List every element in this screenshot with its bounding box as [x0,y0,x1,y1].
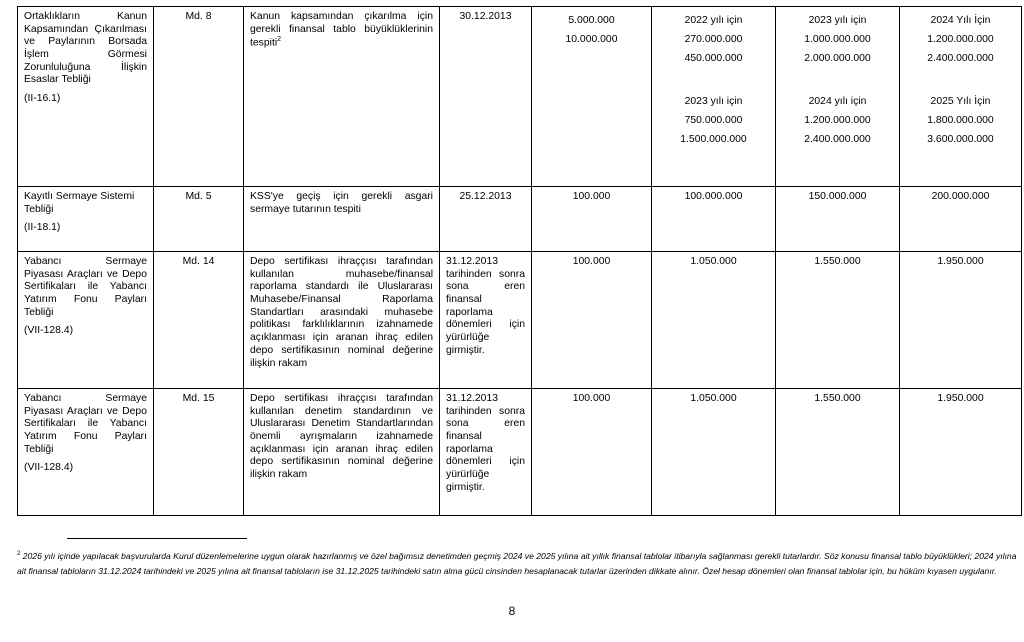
year-label: 2025 Yılı İçin [930,96,991,107]
subject: Depo sertifikası ihraççısı tarafından kullanılan denetim standardının ve Uluslararası Denetim Standartlarından önemli ayrışmaların izahnamede açıklanması için aranan ihraç edilen depo sertifikasının nominal değerine ilişkin rakam [250,393,433,481]
year-label: 2024 Yılı İçin [930,15,991,26]
amount: 1.200.000.000 [927,34,994,45]
table-row [18,252,1022,389]
amount: 1.550.000 [814,256,861,267]
footnote-ref: 2 [277,36,282,44]
subject-cell [244,187,440,252]
year-label: 2023 yılı için [684,96,743,107]
effective-date: 25.12.2013 [459,191,512,202]
article: Md. 8 [185,11,212,22]
table-row [18,7,1022,187]
subject-cell [244,7,440,187]
subject: Depo sertifikası ihraççısı tarafından kullanılan muhasebe/finansal raporlama standardı ile Uluslararası Muhasebe/Finansal Raporlama Standartları arasındaki muhasebe politikası farklılıklarının izahnamede açıklanması için aranan ihraç edilen depo sertifikasının nominal değerine ilişkin rakam [250,256,433,369]
date-cell [440,252,532,389]
article: Md. 5 [185,191,212,202]
base-amount: 100.000 [572,393,611,404]
regulation-name-cell [18,7,154,187]
footnote [17,547,1017,579]
article: Md. 14 [182,256,215,267]
subject-cell [244,389,440,516]
amount: 1.200.000.000 [804,115,871,126]
regulation-name-cell [18,187,154,252]
amount: 3.600.000.000 [927,134,994,145]
effective-date: 31.12.2013 tarihinden sonra sona eren finansal raporlama dönemleri için yürürlüğe girmiştir. [446,393,525,493]
amount: 1.950.000 [937,256,984,267]
year-label: 2022 yılı için [684,15,743,26]
regulation-name-cell [18,252,154,389]
subject-cell [244,252,440,389]
regulation-code: (VII-128.4) [24,325,74,337]
amount: 450.000.000 [684,53,743,64]
base-amount: 10.000.000 [565,34,618,45]
base-amount-cell [532,7,652,187]
subject-text: Kanun kapsamından çıkarılma için gerekli finansal tablo büyüklüklerinin tespiti [250,11,433,49]
amount-cell [900,252,1022,389]
amount: 2.000.000.000 [804,53,871,64]
amount: 1.050.000 [690,393,737,404]
base-amount-cell [532,252,652,389]
amount: 270.000.000 [684,34,743,45]
amount: 750.000.000 [684,115,743,126]
amount-cell [776,252,900,389]
amount-cell [900,389,1022,516]
amount: 1.950.000 [937,393,984,404]
amount: 1.000.000.000 [804,34,871,45]
article-cell [154,252,244,389]
base-amount: 100.000 [572,191,611,202]
date-cell [440,389,532,516]
page-number: 8 [508,604,516,618]
article-cell [154,389,244,516]
amount-cell [900,187,1022,252]
regulation-code: (II-16.1) [24,93,61,105]
year-col-2 [776,7,900,187]
footnote-text: 2026 yılı içinde yapılacak başvurularda Kurul düzenlemelerine uygun olarak hazırlanmış ve özel bağımsız denetimden geçmiş 2024 ve 2025 yılına ait yıllık finansal tablolar itibarıyla sağlanması gerekli tutarlardır. Söz konusu finansal tablo büyüklükleri; 2024 yılına ait finansal tabloların 31.12.2024 tarihindeki ve 2025 yılına ait finansal tabloların ise 31.12.2025 tarihindeki satın alma gücü cinsinden hesaplanacak tutarlar üzerinden dikkate alınır. Özel hesap dönemleri olan finansal tablolar için, bu hüküm kıyasen uygulanır. [17,550,1017,576]
amount: 100.000.000 [684,191,743,202]
amount: 1.550.000 [814,393,861,404]
base-amount-cell [532,389,652,516]
year-col-1 [652,7,776,187]
article: Md. 15 [182,393,215,404]
year-label: 2024 yılı için [808,96,867,107]
amount-cell [652,252,776,389]
year-label: 2023 yılı için [808,15,867,26]
base-amount-cell [532,187,652,252]
amount: 1.050.000 [690,256,737,267]
regulation-table [17,6,1022,516]
amount-cell [776,389,900,516]
amount: 1.500.000.000 [680,134,747,145]
table-row [18,389,1022,516]
subject: KSS'ye geçiş için gerekli asgari sermaye tutarının tespiti [250,191,433,215]
year-col-3 [900,7,1022,187]
regulation-code: (VII-128.4) [24,462,74,474]
effective-date: 30.12.2013 [459,11,512,22]
base-amount: 5.000.000 [568,15,615,26]
regulation-name: Kayıtlı Sermaye Sistemi Tebliği [24,191,135,215]
amount: 2.400.000.000 [927,53,994,64]
regulation-code: (II-18.1) [24,222,61,234]
regulation-name-cell [18,389,154,516]
amount-cell [776,187,900,252]
regulation-name: Yabancı Sermaye Piyasası Araçları ve Depo Sertifikaları ile Yabancı Yatırım Fonu Payları Tebliği [24,256,147,318]
date-cell [440,187,532,252]
amount: 150.000.000 [808,191,867,202]
regulation-name: Yabancı Sermaye Piyasası Araçları ve Depo Sertifikaları ile Yabancı Yatırım Fonu Payları Tebliği [24,393,147,455]
date-cell [440,7,532,187]
amount-cell [652,187,776,252]
article-cell [154,7,244,187]
footnote-marker: 2 [17,551,21,557]
article-cell [154,187,244,252]
table-row [18,187,1022,252]
amount: 1.800.000.000 [927,115,994,126]
regulation-name: Ortaklıkların Kanun Kapsamından Çıkarılması ve Paylarının Borsada İşlem Görmesi Zorunluluğuna İlişkin Esaslar Tebliği [24,11,147,86]
amount: 200.000.000 [931,191,990,202]
footnote-separator [67,538,247,539]
base-amount: 100.000 [572,256,611,267]
subject [250,11,433,51]
amount-cell [652,389,776,516]
amount: 2.400.000.000 [804,134,871,145]
effective-date: 31.12.2013 tarihinden sonra sona eren finansal raporlama dönemleri için yürürlüğe girmiştir. [446,256,525,356]
